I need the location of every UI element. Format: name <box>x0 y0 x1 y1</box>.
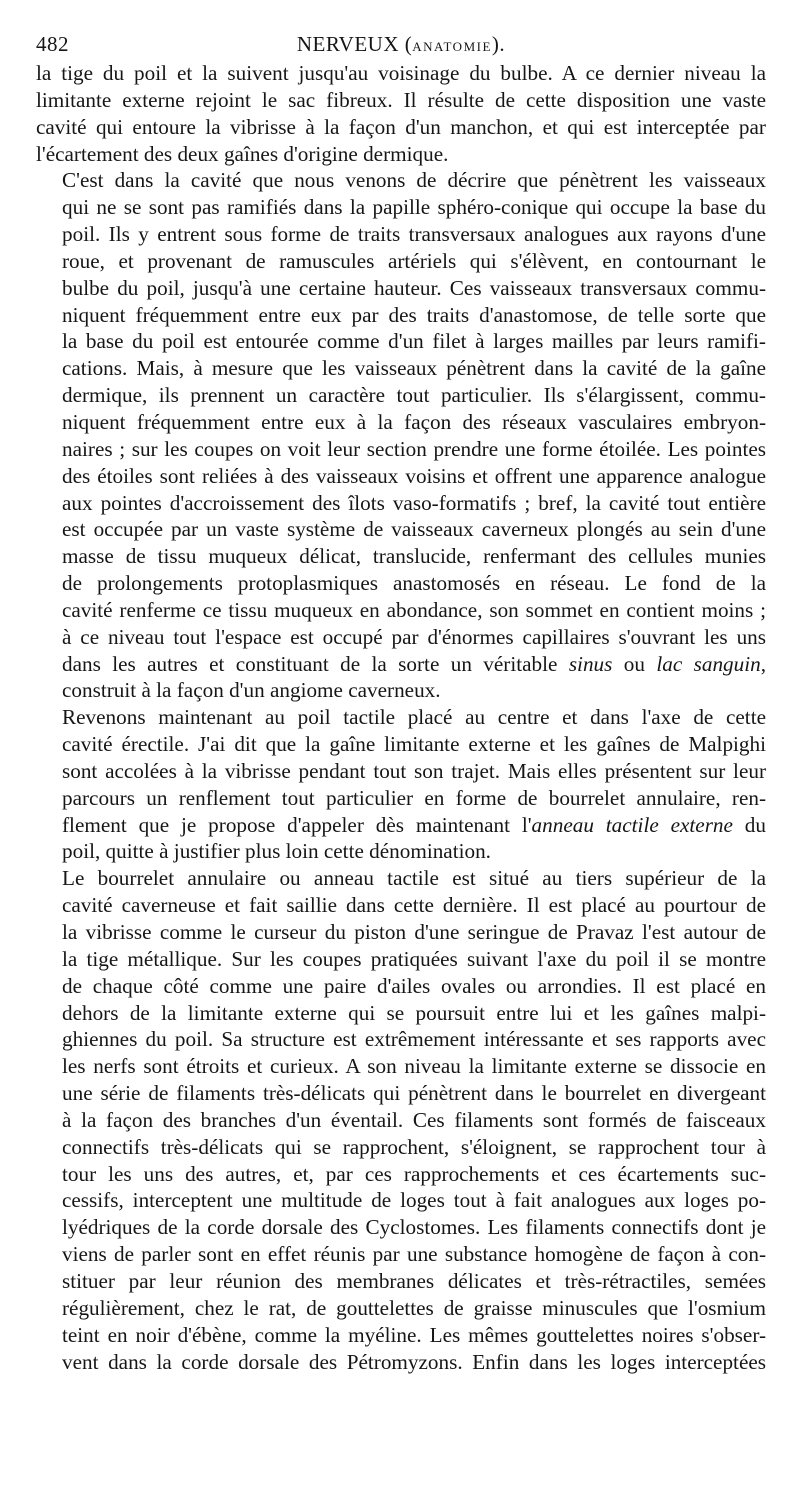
text-line: la tige du poil et la suivent jusqu'au voisinage du bulbe. A ce dernier niveau la <box>36 61 766 85</box>
text-line: cavité qui entoure la vibrisse à la façon d'un manchon, et qui est interceptée par <box>36 114 766 139</box>
text-line: sont accolées à la vibrisse pendant tout son trajet. Mais elles présentent sur leur <box>62 758 766 783</box>
text-line: à la façon des branches d'un éventail. Ces filaments sont formés de faisceaux <box>62 1107 766 1132</box>
text-line: poil, quitte à justifier plus loin cette dénomination. <box>62 839 491 864</box>
text-line: dehors de la limitante externe qui se poursuit entre lui et les gaînes malpi- <box>62 1000 766 1025</box>
text-line: de chaque côté comme une paire d'ailes ovales ou arrondies. Il est placé en <box>62 973 766 998</box>
text-line: parcours un renflement tout particulier en forme de bourrelet annulaire, ren- <box>62 785 766 810</box>
text-line: l'écartement des deux gaînes d'origine dermique. <box>36 141 449 166</box>
text-line: la tige métallique. Sur les coupes pratiquées suivant l'axe du poil il se montre <box>62 946 766 971</box>
text-line: régulièrement, chez le rat, de gouttelettes de graisse minuscules que l'osmium <box>62 1295 766 1320</box>
text-line: cessifs, interceptent une multitude de loges tout à fait analogues aux loges po- <box>62 1188 766 1213</box>
text-line: est occupée par un vaste système de vaisseaux caverneux plongés au sein d'une <box>62 517 766 542</box>
italic-term-sinus: sinus <box>568 651 613 676</box>
text-fragment: du <box>732 812 766 837</box>
text-line: poil. Ils y entrent sous forme de traits transversaux analogues aux rayons d'une <box>62 222 766 247</box>
running-title-main: NERVEUX <box>296 32 399 56</box>
body-text <box>36 60 766 1375</box>
page-number: 482 <box>36 32 69 56</box>
text-fragment: dans les autres et constituant de la sorte un véritable <box>62 651 558 676</box>
text-line-with-italics: dans les autres et constituant de la sorte un véritable sinus ou lac sanguin, <box>62 651 766 676</box>
italic-term-lac-sanguin: lac sanguin <box>656 651 761 676</box>
text-line: qui ne se sont pas ramifiés dans la papille sphéro-conique qui occupe la base du <box>62 195 766 220</box>
text-line: cavité érectile. J'ai dit que la gaîne limitante externe et les gaînes de Malpighi <box>62 732 766 757</box>
text-line: de prolongements protoplasmiques anastomosés en réseau. Le fond de la <box>62 571 766 596</box>
text-line: niquent fréquemment entre eux par des traits d'anastomose, de telle sorte que <box>62 302 766 327</box>
text-line: aux pointes d'accroissement des îlots vaso-formatifs ; bref, la cavité tout entière <box>62 490 766 515</box>
text-line: dermique, ils prennent un caractère tout particulier. Ils s'élargissent, commu- <box>62 383 766 408</box>
text-line: connectifs très-délicats qui se rapprochent, s'éloignent, se rapprochent tour à <box>62 1134 766 1159</box>
text-line: C'est dans la cavité que nous venons de décrire que pénètrent les vaisseaux <box>62 168 766 193</box>
text-line: lyédriques de la corde dorsale des Cyclostomes. Les filaments connectifs dont je <box>62 1215 766 1240</box>
text-line: construit à la façon d'un angiome caverneux. <box>62 678 441 703</box>
text-line: la vibrisse comme le curseur du piston d'une seringue de Pravaz l'est autour de <box>62 920 766 944</box>
text-line: une série de filaments très-délicats qui pénètrent dans le bourrelet en divergeant <box>62 1081 766 1106</box>
document-page <box>36 28 766 1375</box>
italic-term-anneau-tactile: anneau tactile externe <box>531 812 733 837</box>
text-line: la base du poil est entourée comme d'un filet à larges mailles par leurs ramifi- <box>62 329 766 354</box>
text-line: Le bourrelet annulaire ou anneau tactile est situé au tiers supérieur de la <box>62 866 766 891</box>
paragraph-1 <box>36 60 766 167</box>
text-line: stituer par leur réunion des membranes délicates et très-rétractiles, semées <box>62 1268 766 1293</box>
text-line: les nerfs sont étroits et curieux. A son niveau la limitante externe se dissocie en <box>62 1054 766 1079</box>
text-line: cations. Mais, à mesure que les vaisseaux pénètrent dans la cavité de la gaîne <box>62 356 766 381</box>
text-line: cavité renferme ce tissu muqueux en abondance, son sommet en contient moins ; <box>62 597 766 622</box>
text-line: roue, et provenant de ramuscules artériels qui s'élèvent, en contournant le <box>62 248 766 273</box>
text-line: masse de tissu muqueux délicat, translucide, renfermant des cellules munies <box>62 544 766 569</box>
text-line: bulbe du poil, jusqu'à une certaine hauteur. Ces vaisseaux transversaux commu- <box>62 275 766 300</box>
paragraph-3 <box>36 704 766 865</box>
text-line: tour les uns des autres, et, par ces rapprochements et ces écartements suc- <box>62 1161 766 1186</box>
text-line: des étoiles sont reliées à des vaisseaux voisins et offrent une apparence analogue <box>62 463 766 488</box>
text-line: naires ; sur les coupes on voit leur section prendre une forme étoilée. Les pointes <box>62 436 766 461</box>
text-line: ghiennes du poil. Sa structure est extrêmement intéressante et ses rapports avec <box>62 1027 766 1052</box>
running-title-open: ( <box>399 32 413 56</box>
paragraph-4 <box>36 865 766 1375</box>
text-line: niquent fréquemment entre eux à la façon des réseaux vasculaires embryon- <box>62 409 766 434</box>
paragraph-2 <box>36 167 766 704</box>
text-line: cavité caverneuse et fait saillie dans cette dernière. Il est placé au pourtour de <box>62 893 766 918</box>
text-line: à ce niveau tout l'espace est occupé par d'énormes capillaires s'ouvrant les uns <box>62 624 766 649</box>
text-line: vent dans la corde dorsale des Pétromyzons. Enfin dans les loges interceptées <box>62 1349 766 1374</box>
text-line-with-italics <box>36 812 766 839</box>
text-fragment: ou <box>623 651 645 676</box>
running-title-close: ). <box>491 32 506 56</box>
running-head <box>36 28 766 60</box>
text-line: teint en noir d'ébène, comme la myéline. Les mêmes gouttelettes noires s'obser- <box>62 1322 766 1347</box>
text-line: viens de parler sont en effet réunis par une substance homogène de façon à con- <box>62 1242 766 1267</box>
running-title-subject: ANATOMIE <box>412 39 492 54</box>
running-title <box>36 28 766 63</box>
text-line: limitante externe rejoint le sac fibreux. Il résulte de cette disposition une vaste <box>36 87 766 112</box>
text-fragment: flement que je propose d'appeler dès maintenant l' <box>62 812 532 837</box>
text-line: Revenons maintenant au poil tactile placé au centre et dans l'axe de cette <box>62 705 766 730</box>
